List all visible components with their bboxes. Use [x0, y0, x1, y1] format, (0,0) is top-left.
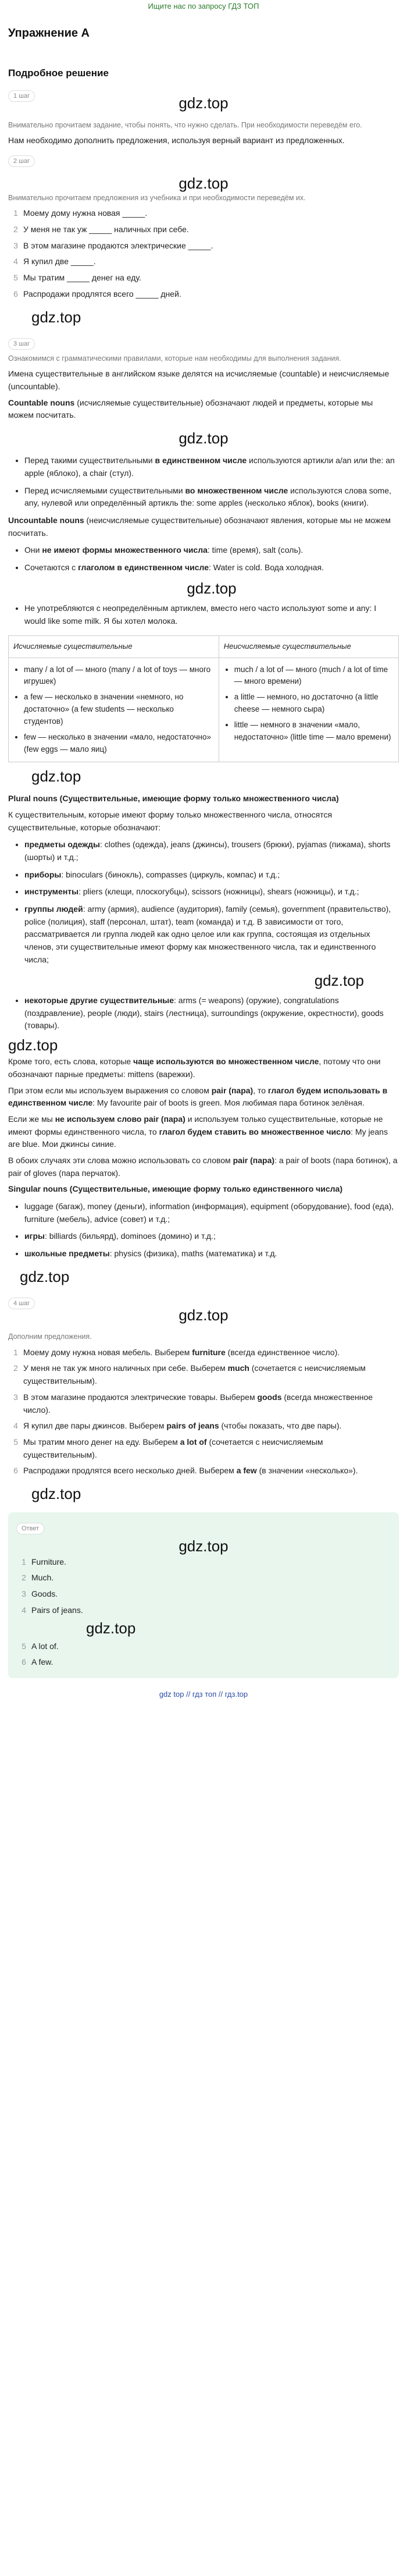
step-2-list — [8, 207, 399, 300]
plural-rule-3: Если же мы не используем слово pair (пара) и используем только существительные, которые не имеют формы единственного числа, то глагол будем ставить во множественное число: My jeans are blue. Мои джинсы синие. — [8, 1114, 388, 1149]
list-item: • much / a lot of — много (much / a lot of time — много времени) — [234, 664, 394, 688]
step-2-badge: 2 шаг — [8, 155, 35, 167]
solution-content — [0, 24, 407, 1700]
watermark: gdz.top — [8, 1036, 58, 1054]
watermark: gdz.top — [178, 174, 229, 192]
list-item: 3 В этом магазине продаются электрические товары. Выберем goods (всегда множественное число). — [13, 1392, 373, 1415]
list-item: 6 A few. — [22, 1657, 53, 1667]
section-title: Подробное решение — [8, 67, 109, 79]
list-item: 1 Моему дому нужна новая _____. — [13, 208, 148, 218]
list-item: 1 Моему дому нужна новая мебель. Выберем furniture (всегда единственное число). — [13, 1347, 340, 1357]
uncountable-def: Uncountable nouns (неисчисляемые существительные) обозначают явления, которые мы не можем посчитать. — [8, 515, 391, 538]
quantifiers-table — [8, 635, 399, 762]
plural-rule-2: При этом если мы используем выражения со словом pair (пара), то глагол будем использовать в единственном числе: My favourite pair of boots is green. Моя любимая пара ботинок зелёная. — [8, 1085, 388, 1108]
list-item: • Перед такими существительными в единственном числе используются артикли a/an или the: an apple (яблоко), a chair (стул). — [24, 454, 399, 479]
list-item: 4 Я купил две пары джинсов. Выберем pairs of jeans (чтобы показать, что две пары). — [13, 1421, 342, 1431]
watermark: gdz.top — [178, 94, 229, 112]
watermark: gdz.top — [86, 1619, 136, 1637]
step-1-text: Нам необходимо дополнить предложения, используя верный вариант из предложенных. — [8, 136, 345, 145]
step-4-hint: Дополним предложения. — [8, 1333, 92, 1341]
uncountable-list — [12, 544, 399, 627]
answer-badge: Ответ — [16, 1523, 44, 1534]
step-2-hint: Внимательно прочитаем предложения из учебника и при необходимости переведём их. — [8, 194, 306, 202]
step-1-badge: 1 шаг — [8, 90, 35, 102]
singular-nouns-list — [12, 1200, 399, 1260]
plural-nouns-intro: К существительным, которые имеют форму только множественного числа, относятся существительные, которые обозначают: — [8, 809, 333, 832]
list-item: • Они не имеют формы множественного числа: time (время), salt (соль). — [24, 544, 399, 557]
list-item: • a little — немного, но достаточно (a little cheese — немного сыра) — [234, 691, 394, 716]
list-item: 2 Much. — [22, 1573, 54, 1583]
answer-list — [16, 1556, 391, 1669]
watermark: gdz.top — [20, 1267, 70, 1285]
list-item: 4 Pairs of jeans. — [22, 1605, 83, 1615]
watermark: gdz.top — [187, 579, 237, 597]
table-cell — [9, 658, 219, 762]
table-header: Неисчисляемые существительные — [219, 636, 398, 658]
list-item: • игры: billiards (бильярд), dominoes (домино) и т.д.; — [24, 1230, 399, 1243]
watermark: gdz.top — [31, 308, 81, 326]
answer-box — [8, 1512, 399, 1678]
plural-nouns-title: Plural nouns (Существительные, имеющие форму только множественного числа) — [8, 794, 339, 804]
watermark: gdz.top — [314, 971, 364, 989]
list-item: 1 Furniture. — [22, 1557, 66, 1566]
list-item: 5 Мы тратим _____ денег на еду. — [13, 273, 141, 283]
footer-links[interactable]: gdz top // гдз топ // гдз.top — [159, 1689, 248, 1699]
plural-rule-1: Кроме того, есть слова, которые чаще используются во множественном числе, потому что они обозначают парные предметы: mittens (варежки). — [8, 1057, 381, 1079]
list-item: • инструменты: pliers (клещи, плоскогубцы), scissors (ножницы), shears (ножницы), и т.д.; — [24, 886, 399, 898]
list-item: • little — немного в значении «мало, недостаточно» (little time — мало времени) — [234, 719, 394, 744]
list-item: • many / a lot of — много (many / a lot of toys — много игрушек) — [24, 664, 214, 688]
table-cell — [219, 658, 398, 762]
plural-rule-4: В обоих случаях эти слова можно использовать со словом pair (пара): a pair of boots (пара ботинок), a pair of gloves (пара перчаток). — [8, 1156, 398, 1178]
list-item: • Перед исчисляемыми существительными во множественном числе используются слова some, any, нулевой или определённый артикль the: some apples (несколько яблок), books (книги). — [24, 485, 399, 510]
list-item: • Не употребляются с неопределённым артиклем, вместо него часто используют some и any: I would like some milk. Я бы хотел молока. — [24, 602, 399, 627]
watermark: gdz.top — [178, 429, 229, 447]
watermark: gdz.top — [31, 767, 81, 785]
step-1-hint: Внимательно прочитаем задание, чтобы понять, что нужно сделать. При необходимости переведём его. — [8, 120, 362, 129]
list-item: 5 Мы тратим много денег на еду. Выберем a lot of (сочетается с неисчисляемым существительным). — [13, 1437, 323, 1459]
list-item: • предметы одежды: clothes (одежда), jeans (джинсы), trousers (брюки), pyjamas (пижама), shorts (шорты) и т.д.; — [24, 838, 399, 864]
watermark: gdz.top — [178, 1306, 229, 1324]
list-item: 6 Распродажи продлятся всего несколько дней. Выберем a few (в значении «несколько»). — [13, 1466, 358, 1476]
step-4-badge: 4 шаг — [8, 1298, 35, 1309]
list-item: • школьные предметы: physics (физика), maths (математика) и т.д. — [24, 1248, 399, 1260]
step-3-intro: Имена существительные в английском языке делятся на исчисляемые (countable) и неисчисляемые (uncountable). — [8, 369, 390, 391]
list-item: 2 У меня не так уж много наличных при себе. Выберем much (сочетается с неисчисляемым существительным). — [13, 1363, 366, 1386]
list-item: 3 В этом магазине продаются электрические _____. — [13, 240, 213, 250]
page-title: Упражнение A — [8, 27, 90, 40]
list-item: • группы людей: army (армия), audience (аудитория), family (семья), government (правительство), police (полиция), staff (персонал, штат), team (команда) и т.д. В зависимости от того, рассматривается ли группа людей как одно целое или как группа, состоящая из отдельных членов, эти существительные имеют форму как множественного числа, так и единственного числа; — [24, 903, 399, 966]
step-3-badge: 3 шаг — [8, 338, 35, 350]
list-item: • приборы: binoculars (бинокль), compasses (циркуль, компас) и т.д.; — [24, 869, 399, 882]
countable-def: Countable nouns (исчисляемые существительные) обозначают людей и предметы, которые мы можем посчитать. — [8, 397, 373, 420]
list-item: 2 У меня не так уж _____ наличных при себе. — [13, 225, 189, 234]
list-item: 5 A lot of. — [22, 1641, 59, 1651]
list-item: 4 Я купил две _____. — [13, 257, 96, 267]
list-item: • a few — несколько в значении «немного, но достаточно» (a few students — несколько студентов) — [24, 691, 214, 728]
plural-nouns-list — [12, 838, 399, 1032]
step-4-list — [8, 1346, 399, 1477]
watermark: gdz.top — [31, 1484, 81, 1502]
list-item: 3 Goods. — [22, 1589, 58, 1598]
top-banner[interactable]: Ищите нас по запросу ГДЗ ТОП — [148, 2, 259, 10]
list-item: • некоторые другие существительные: arms (= weapons) (оружие), congratulations (поздравление), people (люди), stairs (лестница), surroundings (окружение, окрестности), goods (товары). — [24, 994, 399, 1032]
list-item: • few — несколько в значении «мало, недостаточно» (few eggs — мало яиц) — [24, 731, 214, 756]
table-header: Исчисляемые существительные — [9, 636, 219, 658]
list-item: 6 Распродажи продлятся всего _____ дней. — [13, 289, 181, 299]
singular-nouns-title: Singular nouns (Существительные, имеющие форму только единственного числа) — [8, 1184, 342, 1194]
countable-list — [12, 454, 399, 510]
step-3-hint: Ознакомимся с грамматическими правилами, которые нам необходимы для выполнения задания. — [8, 354, 341, 363]
list-item: • Сочетаются с глаголом в единственном числе: Water is cold. Вода холодная. — [24, 562, 399, 574]
watermark: gdz.top — [178, 1537, 229, 1555]
list-item: • luggage (багаж), money (деньги), information (информация), equipment (оборудование), food (еда), furniture (мебель), advice (совет) и т.д.; — [24, 1200, 399, 1225]
